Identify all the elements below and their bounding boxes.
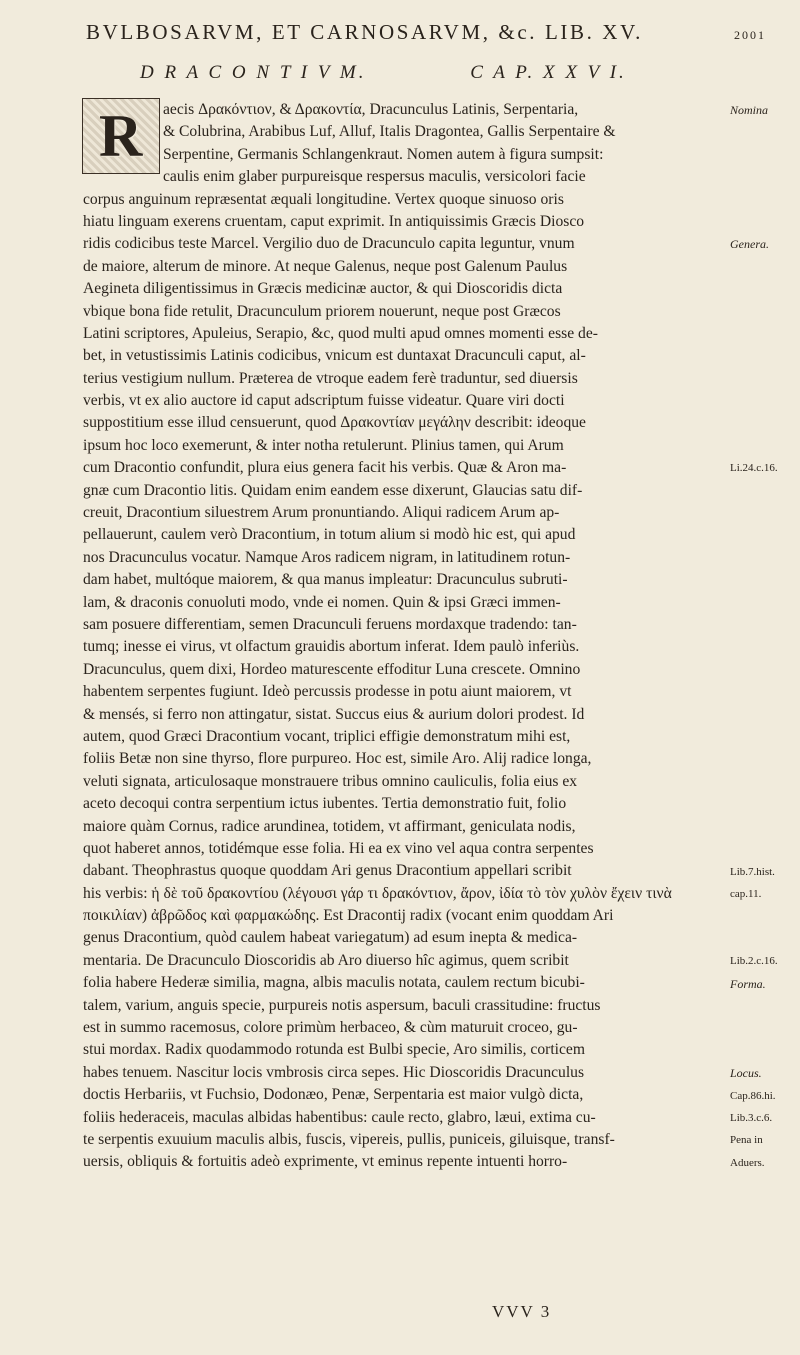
margin-note: Genera.	[730, 237, 769, 252]
margin-note: Lib.2.c.16.	[730, 955, 778, 968]
text-line: ipsum hoc loco exemerunt, & inter notha retulerunt. Plinius tamen, qui Arum	[83, 436, 564, 454]
text-line: & Colubrina, Arabibus Luf, Alluf, Italis Dragontea, Gallis Serpentaire &	[163, 123, 616, 141]
text-line: dabant. Theophrastus quoque quoddam Ari genus Dracontium appellari scribit	[83, 862, 572, 880]
text-line: Serpentine, Germanis Schlangenkraut. Nomen autem à figura sumpsit:	[163, 145, 604, 163]
chapter-number: C A P. X X V I.	[470, 62, 627, 83]
text-line: habes tenuem. Nascitur locis vmbrosis circa sepes. Hic Dioscoridis Dracunculus	[83, 1063, 585, 1081]
text-line: corpus anguinum repræsentat æquali longitudine. Vertex quoque sinuoso oris	[83, 190, 564, 208]
margin-note: Nomina	[730, 103, 769, 117]
text-line: lam, & draconis conuoluti modo, vnde ei nomen. Quin & ipsi Græci immen-	[83, 593, 561, 611]
text-line: est in summo racemosus, colore primùm herbaceo, & cùm maturuit croceo, gu-	[83, 1019, 578, 1037]
margin-note: Cap.86.hi.	[730, 1089, 776, 1102]
text-line: autem, quod Græci Dracontium vocant, triplici effigie demonstratum mihi est,	[83, 727, 571, 745]
text-line: dam habet, multóque maiorem, & qua manus impleatur: Dracunculus subruti-	[83, 571, 568, 589]
text-line: quot haberet annos, totidémque esse folia. Hi ea ex vino vel aqua contra serpentes	[83, 839, 594, 857]
text-line: hiatu linguam exerens cruentam, caput exprimit. In antiquissimis Græcis Diosco	[83, 212, 585, 230]
chapter-heading	[140, 62, 660, 84]
text-line: genus Dracontium, quòd caulem habeat variegatum) ad esum inepta & medica-	[83, 929, 578, 947]
text-line: cum Dracontio confundit, plura eius genera facit his verbis. Quæ & Aron ma-	[83, 459, 567, 477]
text-line: veluti signata, articulosaque monstrauere tribus omnino cauliculis, folia eius ex	[83, 772, 578, 790]
margin-note: Pena in	[730, 1134, 763, 1147]
margin-note: Lib.3.c.6.	[730, 1112, 773, 1124]
text-line: gnæ cum Dracontio litis. Quidam enim eandem esse dixerunt, Glaucias satu dif-	[83, 481, 583, 499]
text-line: talem, varium, anguis specie, purpureis notis aspersum, baculi crassitudine: fructus	[83, 996, 601, 1014]
page-number: 2001	[734, 28, 766, 42]
text-line: ποικιλίαν) ἀβρῶδος καὶ φαρμακώδης. Est Dracontij radix (vocant enim quoddam Ari	[83, 907, 614, 925]
text-line: mentaria. De Dracunculo Dioscoridis ab Aro diuerso hîc agimus, quem scribit	[83, 951, 569, 969]
text-line: suppostitium esse illud censuerunt, quod Δρακοντίαν μεγάλην describit: ideoque	[83, 414, 586, 432]
text-line: pellauerunt, caulem verò Dracontium, in totum alium si modò hic est, qui apud	[83, 526, 576, 544]
text-line: de maiore, alterum de minore. At neque Galenus, neque post Galenum Paulus	[83, 257, 568, 275]
text-line: verbis, vt ex alio auctore id caput adscriptum fuisse videatur. Quare viri docti	[83, 392, 565, 410]
margin-note: Lib.7.hist.	[730, 865, 775, 878]
text-line: Latini scriptores, Apuleius, Serapio, &c, quod multi apud omnes momenti esse de-	[83, 324, 598, 342]
text-line: aecis Δρακόντιον, & Δρακοντία, Dracunculus Latinis, Serpentaria,	[163, 101, 579, 118]
text-line: habentem serpentes fugiunt. Ideò percussis prodesse in potu aiunt maiorem, vt	[83, 683, 572, 701]
text-line: creuit, Dracontium siluestrem Arum pronuntiando. Aliqui radicem Arum ap-	[83, 504, 560, 522]
margin-note: Aduers.	[730, 1156, 765, 1169]
text-line: folia habere Hederæ similia, magna, albis maculis notata, caulem rectum bicubi-	[83, 974, 585, 992]
text-line: sam posuere differentiam, semen Dracunculi feruens mordaxque tradendo: tan-	[83, 615, 577, 633]
text-line: foliis hederaceis, maculas albidas habentibus: caule recto, glabro, læui, extima cu-	[83, 1108, 596, 1126]
text-line: tumq; inesse ei virus, vt olfactum grauidis abortum inferat. Idem paulò inferiùs.	[83, 638, 580, 656]
text-line: uersis, obliquis & fortuitis adeò exprimente, vt eminus repente intuenti horro-	[83, 1153, 568, 1171]
running-head: BVLBOSARVM, ET CARNOSARVM, &c. LIB. XV.	[86, 20, 643, 44]
text-line: caulis enim glaber purpureisque respersus maculis, versicolori facie	[163, 168, 586, 186]
text-line: foliis Betæ non sine thyrso, flore purpureo. Hoc est, simile Aro. Alij radice longa,	[83, 750, 592, 768]
text-line: Dracunculus, quem dixi, Hordeo maturescente effoditur Luna crescete. Omnino	[83, 660, 581, 678]
text-line: stui mordax. Radix quodammodo rotunda est Bulbi specie, Aro similis, corticem	[83, 1041, 585, 1059]
text-line: doctis Herbariis, vt Fuchsio, Dodonæo, Penæ, Serpentaria est maior vulgò dicta,	[83, 1086, 584, 1104]
margin-note: Li.24.c.16.	[730, 462, 778, 475]
text-line: ridis codicibus teste Marcel. Vergilio duo de Dracunculo capita leguntur, vnum	[83, 235, 575, 253]
chapter-title: D R A C O N T I V M.	[140, 62, 367, 83]
text-line: maiore quàm Cornus, radice arundinea, totidem, vt affirmant, geniculata nodis,	[83, 817, 576, 835]
margin-note: Forma.	[730, 976, 766, 991]
text-line: aceto decoqui contra serpentium ictus iubentes. Tertia demonstratio fuit, folio	[83, 795, 567, 813]
text-line: Aegineta diligentissimus in Græcis medicinæ auctor, & qui Dioscoridis dicta	[83, 280, 563, 298]
initial-letter: R	[99, 103, 143, 169]
text-line: terius vestigium nullum. Præterea de vtroque eadem ferè traduntur, sed diuersis	[83, 369, 578, 387]
margin-note: cap.11.	[730, 888, 762, 900]
text-line: bet, in vetustissimis Latinis codicibus, vnicum est duntaxat Dracunculi caput, al-	[83, 347, 586, 365]
margin-note: Locus.	[730, 1066, 762, 1081]
text-line: vbique bona fide retulit, Dracunculum priorem nouerunt, neque post Græcos	[83, 302, 561, 320]
text-line: te serpentis exuuium maculis albis, fuscis, vipereis, pullis, puniceis, giluisque, transf-	[83, 1130, 615, 1148]
catchword: VVV 3	[492, 1302, 552, 1321]
text-line: & mensés, si ferro non attingatur, sistat. Succus eius & aurium dolori prodest. Id	[83, 705, 585, 723]
text-line: his verbis: ἡ δὲ τοῦ δρακοντίου (λέγουσι γάρ τι δρακόντιον, ἄρον, ἰδία τὸ τὸν χυλὸν ἔχειν τινὰ	[83, 884, 672, 902]
body-text	[83, 99, 723, 1174]
text-line: nos Dracunculus vocatur. Namque Aros radicem nigram, in latitudinem rotun-	[83, 548, 571, 566]
